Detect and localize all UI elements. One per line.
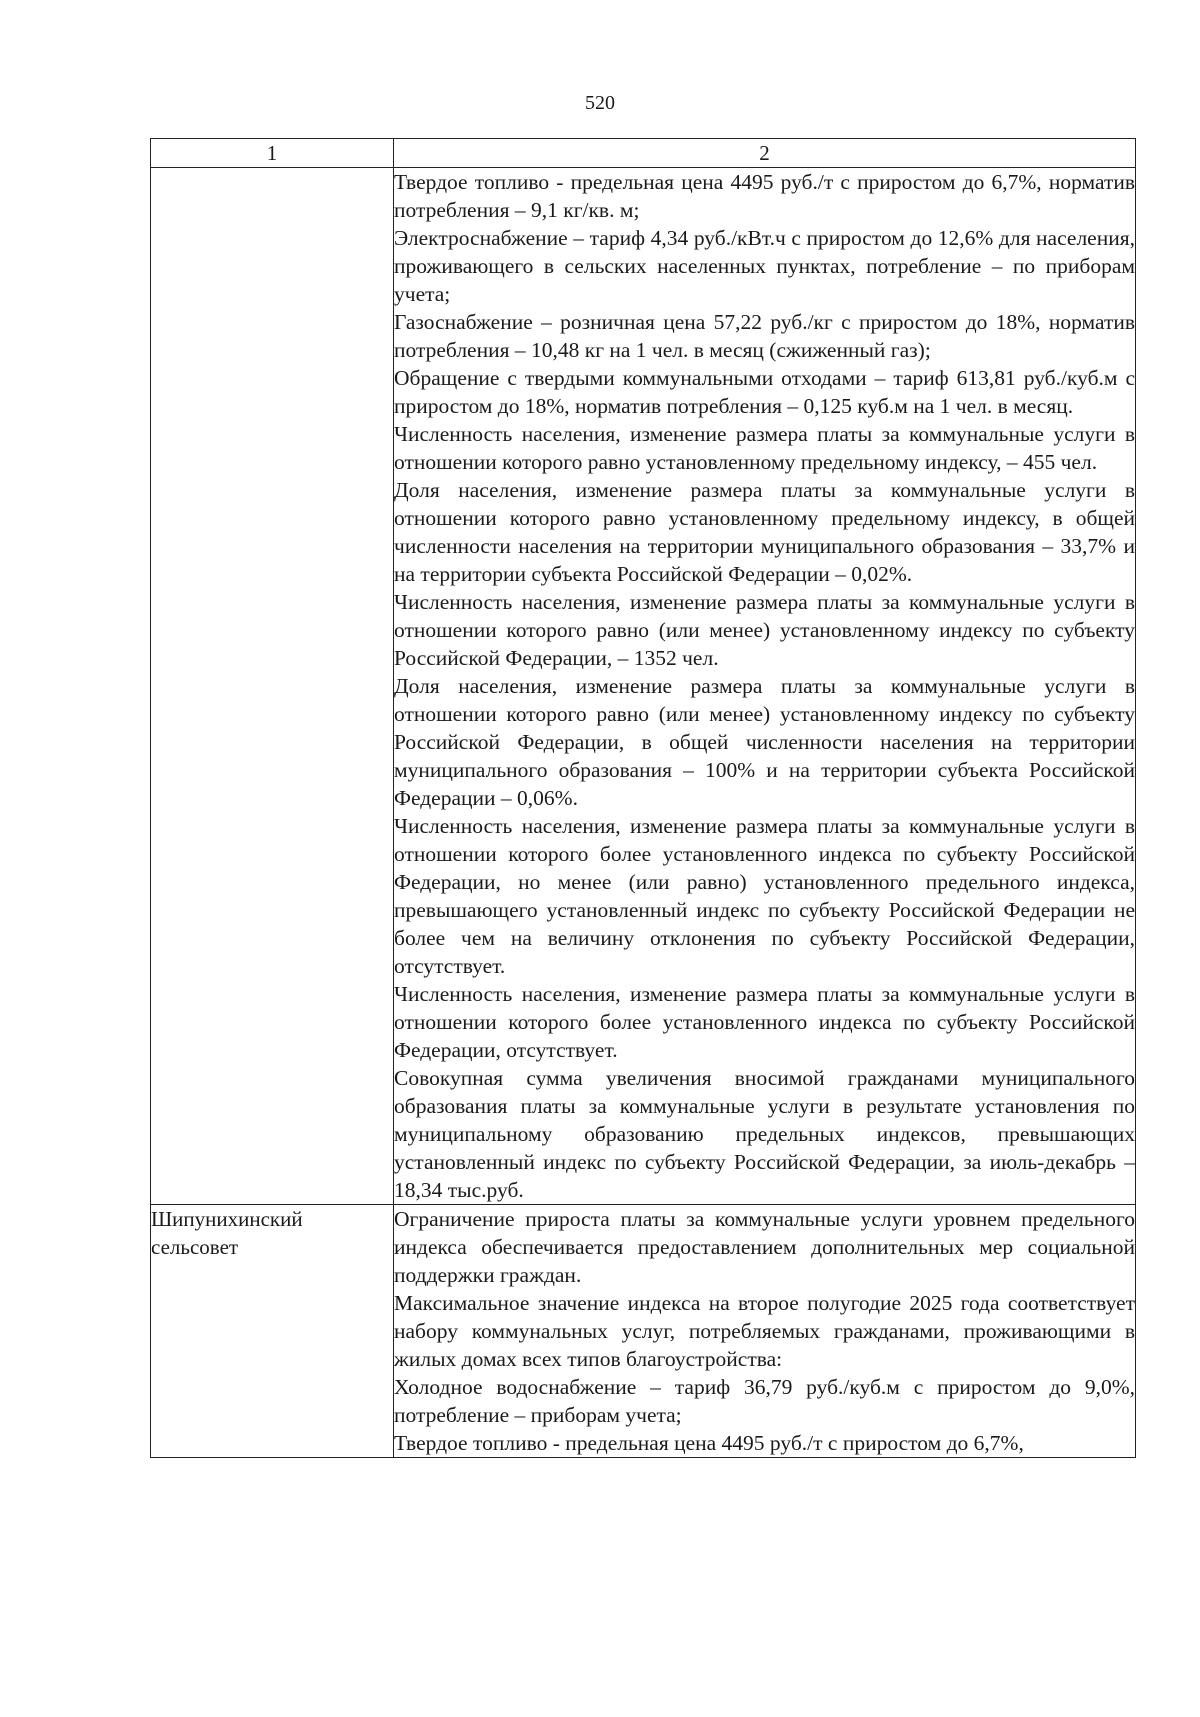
- tariff-description: [394, 1205, 1136, 1458]
- paragraph: Численность населения, изменение размера платы за коммунальные услуги в отношении которого равно (или менее) установленному индексу по субъекту Российской Федерации, – 1352 чел.: [394, 590, 1135, 670]
- table-row: [151, 1205, 1136, 1458]
- paragraph: Доля населения, изменение размера платы за коммунальные услуги в отношении которого равно (или менее) установленному индексу по субъекту Российской Федерации, в общей численности населения на территории муниципального образования – 100% и на территории субъекта Российской Федерации – 0,06%.: [394, 674, 1135, 810]
- paragraph: Обращение с твердыми коммунальными отходами – тариф 613,81 руб./куб.м с приростом до 18%, норматив потребления – 0,125 куб.м на 1 чел. в месяц.: [394, 366, 1135, 418]
- tariff-description: [394, 168, 1136, 1205]
- municipality-name: [151, 168, 394, 1205]
- tariff-table: [150, 138, 1136, 1458]
- paragraph: Доля населения, изменение размера платы за коммунальные услуги в отношении которого равно установленному предельному индексу, в общей численности населения на территории муниципального образования – 33,7% и на территории субъекта Российской Федерации – 0,02%.: [394, 478, 1135, 586]
- paragraph: Максимальное значение индекса на второе полугодие 2025 года соответствует набору коммунальных услуг, потребляемых гражданами, проживающими в жилых домах всех типов благоустройства:: [394, 1291, 1135, 1371]
- paragraph-cut-line: Твердое топливо - предельная цена 4495 руб./т с приростом до 6,7%,: [394, 1431, 1024, 1455]
- paragraph: Ограничение прироста платы за коммунальные услуги уровнем предельного индекса обеспечивается предоставлением дополнительных мер социальной поддержки граждан.: [394, 1207, 1135, 1287]
- paragraph: Численность населения, изменение размера платы за коммунальные услуги в отношении которого равно установленному предельному индексу, – 455 чел.: [394, 422, 1135, 474]
- paragraph: Численность населения, изменение размера платы за коммунальные услуги в отношении которого более установленного индекса по субъекту Российской Федерации, отсутствует.: [394, 982, 1135, 1062]
- municipality-name: Шипунихинский сельсовет: [151, 1205, 394, 1458]
- table-row: [151, 168, 1136, 1205]
- table-header-row: [151, 139, 1136, 168]
- paragraph: Численность населения, изменение размера платы за коммунальные услуги в отношении которого более установленного индекса по субъекту Российской Федерации, но менее (или равно) установленного предельного индекса, превышающего установленный индекс по субъекту Российской Федерации не более чем на величину отклонения по субъекту Российской Федерации, отсутствует.: [394, 814, 1135, 978]
- paragraph: Твердое топливо - предельная цена 4495 руб./т с приростом до 6,7%, норматив потребления – 9,1 кг/кв. м;: [394, 170, 1135, 222]
- paragraph: Газоснабжение – розничная цена 57,22 руб./кг с приростом до 18%, норматив потребления – 10,48 кг на 1 чел. в месяц (сжиженный газ);: [394, 310, 1135, 362]
- column-header-1: 1: [151, 139, 394, 168]
- paragraph: Холодное водоснабжение – тариф 36,79 руб./куб.м с приростом до 9,0%, потребление – приборам учета;: [394, 1375, 1135, 1427]
- column-header-2: 2: [394, 139, 1136, 168]
- paragraph: Совокупная сумма увеличения вносимой гражданами муниципального образования платы за коммунальные услуги в результате установления по муниципальному образованию предельных индексов, превышающих установленный индекс по субъекту Российской Федерации, за июль-декабрь – 18,34 тыс.руб.: [394, 1066, 1135, 1202]
- page-number: 520: [585, 92, 615, 114]
- paragraph: Электроснабжение – тариф 4,34 руб./кВт.ч с приростом до 12,6% для населения, проживающего в сельских населенных пунктах, потребление – по приборам учета;: [394, 226, 1135, 306]
